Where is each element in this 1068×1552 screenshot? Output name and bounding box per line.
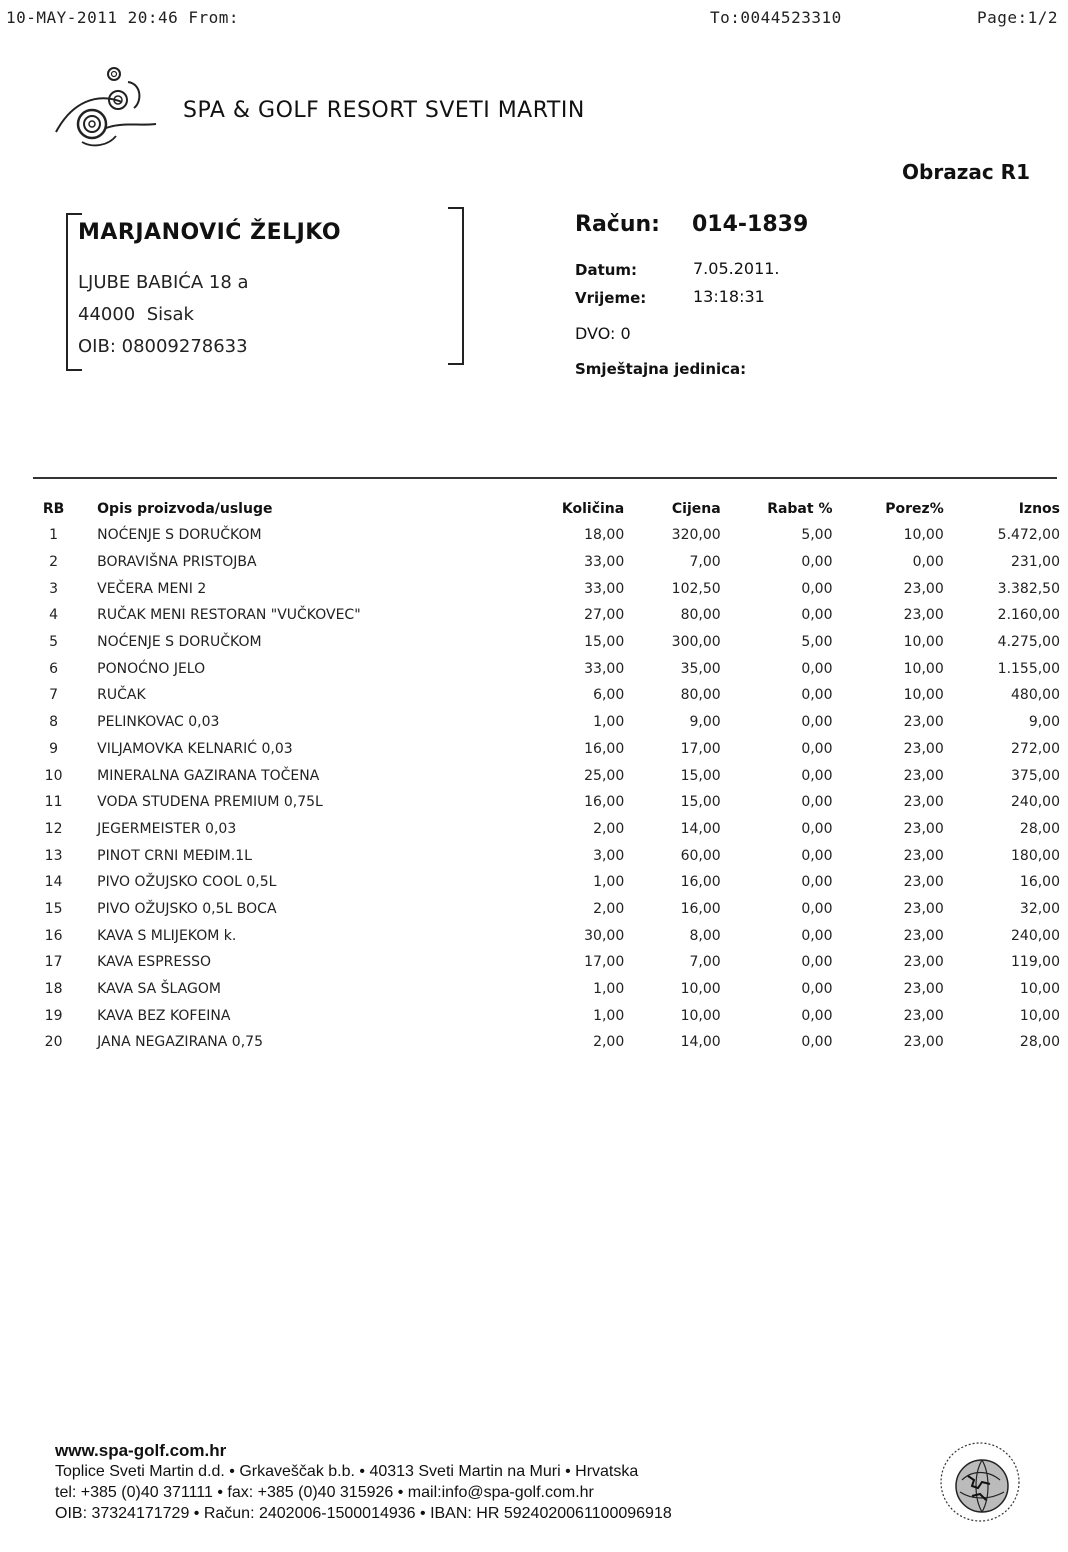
header-tax: Porez% [885,501,944,517]
table-row [30,896,1060,923]
row-number: 2 [49,554,59,571]
row-quantity: 33,00 [584,580,625,597]
invoice-date: 7.05.2011. [693,259,780,278]
row-number: 8 [49,714,59,731]
row-tax: 10,00 [903,634,944,651]
row-price: 7,00 [689,954,721,971]
row-amount: 375,00 [1011,767,1060,784]
row-amount: 4.275,00 [997,634,1060,651]
row-number: 17 [44,954,63,971]
row-discount: 0,00 [801,794,833,811]
row-discount: 0,00 [801,900,833,917]
row-quantity: 6,00 [593,687,625,704]
table-row [30,949,1060,976]
row-tax: 10,00 [903,660,944,677]
row-number: 15 [44,900,63,917]
row-number: 7 [49,687,59,704]
row-price: 16,00 [680,900,721,917]
row-tax: 23,00 [903,1034,944,1051]
row-number: 20 [44,1034,63,1051]
row-tax: 23,00 [903,820,944,837]
table-row [30,709,1060,736]
table-row [30,575,1060,602]
row-quantity: 1,00 [593,981,625,998]
row-discount: 0,00 [801,580,833,597]
row-tax: 23,00 [903,1007,944,1024]
row-quantity: 2,00 [593,900,625,917]
customer-oib: OIB: 08009278633 [78,336,248,357]
row-quantity: 1,00 [593,714,625,731]
row-price: 300,00 [671,634,721,651]
row-number: 10 [44,767,63,784]
row-price: 16,00 [680,874,721,891]
row-description: JEGERMEISTER 0,03 [97,820,237,837]
row-tax: 23,00 [903,580,944,597]
invoice-number: 014-1839 [692,212,809,237]
row-tax: 10,00 [903,687,944,704]
row-description: VODA STUDENA PREMIUM 0,75L [97,794,323,811]
row-amount: 3.382,50 [997,580,1060,597]
accommodation-unit-label: Smještajna jedinica: [575,360,747,378]
row-discount: 0,00 [801,847,833,864]
row-description: RUČAK MENI RESTORAN "VUČKOVEC" [97,607,361,624]
customer-city: 44000 Sisak [78,304,194,325]
row-description: BORAVIŠNA PRISTOJBA [97,554,257,571]
row-quantity: 33,00 [584,554,625,571]
row-quantity: 2,00 [593,820,625,837]
row-discount: 5,00 [801,634,833,651]
table-row [30,549,1060,576]
row-price: 102,50 [671,580,721,597]
header-rb: RB [42,501,65,517]
customer-name: MARJANOVIĆ ŽELJKO [78,220,342,245]
date-label: Datum: [575,261,638,279]
row-price: 7,00 [689,554,721,571]
row-description: PINOT CRNI MEĐIM.1L [97,847,252,864]
row-tax: 0,00 [912,554,944,571]
row-number: 16 [44,927,63,944]
table-row [30,922,1060,949]
fax-header-recipient: To:0044523310 [710,8,842,27]
row-amount: 480,00 [1011,687,1060,704]
row-number: 9 [49,740,59,757]
invoice-time: 13:18:31 [693,287,765,306]
header-description: Opis proizvoda/usluge [97,501,273,517]
footer-contact-line: tel: +385 (0)40 371111 • fax: +385 (0)40 315926 • mail:info@spa-golf.com.hr [55,1484,594,1501]
row-tax: 23,00 [903,714,944,731]
table-top-rule [33,477,1057,479]
header-discount: Rabat % [767,501,833,517]
header-amount: Iznos [1018,501,1060,517]
company-footer [55,1440,672,1524]
row-price: 10,00 [680,981,721,998]
row-description: KAVA BEZ KOFEINA [97,1007,231,1024]
row-description: KAVA S MLIJEKOM k. [97,927,237,944]
row-description: MINERALNA GAZIRANA TOČENA [97,767,320,784]
row-quantity: 25,00 [584,767,625,784]
row-quantity: 15,00 [584,634,625,651]
row-price: 9,00 [689,714,721,731]
row-amount: 240,00 [1011,794,1060,811]
row-price: 35,00 [680,660,721,677]
website-url: www.spa-golf.com.hr [55,1441,227,1460]
row-discount: 0,00 [801,1007,833,1024]
row-amount: 1.155,00 [997,660,1060,677]
row-amount: 180,00 [1011,847,1060,864]
row-price: 17,00 [680,740,721,757]
row-quantity: 30,00 [584,927,625,944]
table-row [30,842,1060,869]
header-quantity: Količina [561,501,625,517]
row-tax: 23,00 [903,927,944,944]
table-row [30,1002,1060,1029]
row-number: 12 [44,820,63,837]
row-number: 5 [49,634,59,651]
row-description: PIVO OŽUJSKO 0,5L BOCA [97,900,277,917]
row-tax: 23,00 [903,847,944,864]
row-quantity: 27,00 [584,607,625,624]
row-description: KAVA ESPRESSO [97,954,212,971]
row-amount: 272,00 [1011,740,1060,757]
table-row [30,682,1060,709]
row-tax: 23,00 [903,767,944,784]
row-quantity: 2,00 [593,1034,625,1051]
footer-bank-line: OIB: 37324171729 • Račun: 2402006-1500014936 • IBAN: HR 5924020061100096918 [55,1505,672,1522]
address-bracket-right [448,207,464,365]
row-discount: 0,00 [801,954,833,971]
row-quantity: 1,00 [593,1007,625,1024]
row-quantity: 16,00 [584,740,625,757]
table-row [30,869,1060,896]
fax-header-left: 10-MAY-2011 20:46 From: [6,8,240,27]
row-discount: 0,00 [801,740,833,757]
row-tax: 23,00 [903,607,944,624]
row-amount: 5.472,00 [997,527,1060,544]
row-discount: 0,00 [801,927,833,944]
row-description: KAVA SA ŠLAGOM [97,981,221,998]
row-price: 60,00 [680,847,721,864]
dvo-label: DVO: 0 [575,324,631,343]
row-quantity: 1,00 [593,874,625,891]
customer-address: LJUBE BABIĆA 18 a [78,272,249,293]
table-row [30,1029,1060,1056]
row-amount: 10,00 [1019,1007,1060,1024]
row-amount: 28,00 [1019,820,1060,837]
row-description: NOĆENJE S DORUČKOM [97,527,262,544]
row-number: 3 [49,580,59,597]
globe-stamp-icon [938,1440,1022,1524]
row-description: NOĆENJE S DORUČKOM [97,634,262,651]
items-table [30,496,1060,1056]
row-price: 15,00 [680,794,721,811]
table-row [30,655,1060,682]
row-amount: 16,00 [1019,874,1060,891]
row-amount: 240,00 [1011,927,1060,944]
row-description: VILJAMOVKA KELNARIĆ 0,03 [97,740,293,757]
row-tax: 10,00 [903,527,944,544]
row-tax: 23,00 [903,981,944,998]
row-quantity: 17,00 [584,954,625,971]
header-price: Cijena [671,501,721,517]
row-number: 14 [44,874,63,891]
row-number: 11 [44,794,63,811]
row-discount: 5,00 [801,527,833,544]
table-row [30,602,1060,629]
row-price: 14,00 [680,1034,721,1051]
row-discount: 0,00 [801,660,833,677]
table-row [30,976,1060,1003]
table-row [30,816,1060,843]
row-amount: 28,00 [1019,1034,1060,1051]
row-discount: 0,00 [801,554,833,571]
row-quantity: 3,00 [593,847,625,864]
table-row [30,762,1060,789]
row-description: PONOĆNO JELO [97,660,206,677]
row-discount: 0,00 [801,687,833,704]
row-amount: 231,00 [1011,554,1060,571]
row-discount: 0,00 [801,714,833,731]
fax-header-page: Page:1/2 [976,8,1058,27]
row-number: 1 [49,527,59,544]
row-quantity: 16,00 [584,794,625,811]
row-number: 18 [44,981,63,998]
row-quantity: 18,00 [584,527,625,544]
row-amount: 119,00 [1011,954,1060,971]
row-amount: 2.160,00 [997,607,1060,624]
row-amount: 32,00 [1019,900,1060,917]
row-price: 8,00 [689,927,721,944]
invoice-label: Račun: [575,212,660,237]
row-amount: 9,00 [1028,714,1060,731]
table-row [30,522,1060,549]
row-discount: 0,00 [801,874,833,891]
row-description: PELINKOVAC 0,03 [97,714,220,731]
row-description: PIVO OŽUJSKO COOL 0,5L [97,874,277,891]
row-tax: 23,00 [903,954,944,971]
table-row [30,736,1060,763]
row-tax: 23,00 [903,900,944,917]
row-discount: 0,00 [801,607,833,624]
row-discount: 0,00 [801,767,833,784]
row-price: 15,00 [680,767,721,784]
row-tax: 23,00 [903,874,944,891]
row-description: JANA NEGAZIRANA 0,75 [97,1034,263,1051]
table-row [30,629,1060,656]
row-description: VEČERA MENI 2 [97,580,207,597]
row-number: 6 [49,660,59,677]
row-price: 14,00 [680,820,721,837]
row-discount: 0,00 [801,981,833,998]
row-price: 10,00 [680,1007,721,1024]
row-tax: 23,00 [903,794,944,811]
row-quantity: 33,00 [584,660,625,677]
row-number: 19 [44,1007,63,1024]
footer-address-line: Toplice Sveti Martin d.d. • Grkaveščak b.b. • 40313 Sveti Martin na Muri • Hrvatska [55,1463,639,1480]
row-description: RUČAK [97,687,146,704]
row-price: 80,00 [680,607,721,624]
table-header-row [30,496,1060,522]
row-discount: 0,00 [801,820,833,837]
table-row [30,789,1060,816]
company-name: SPA & GOLF RESORT SVETI MARTIN [183,98,585,123]
row-tax: 23,00 [903,740,944,757]
row-price: 80,00 [680,687,721,704]
row-number: 4 [49,607,59,624]
row-number: 13 [44,847,63,864]
row-amount: 10,00 [1019,981,1060,998]
time-label: Vrijeme: [575,289,647,307]
row-price: 320,00 [671,527,721,544]
row-discount: 0,00 [801,1034,833,1051]
form-type-label: Obrazac R1 [902,160,1030,184]
swirl-logo-icon [52,62,164,154]
